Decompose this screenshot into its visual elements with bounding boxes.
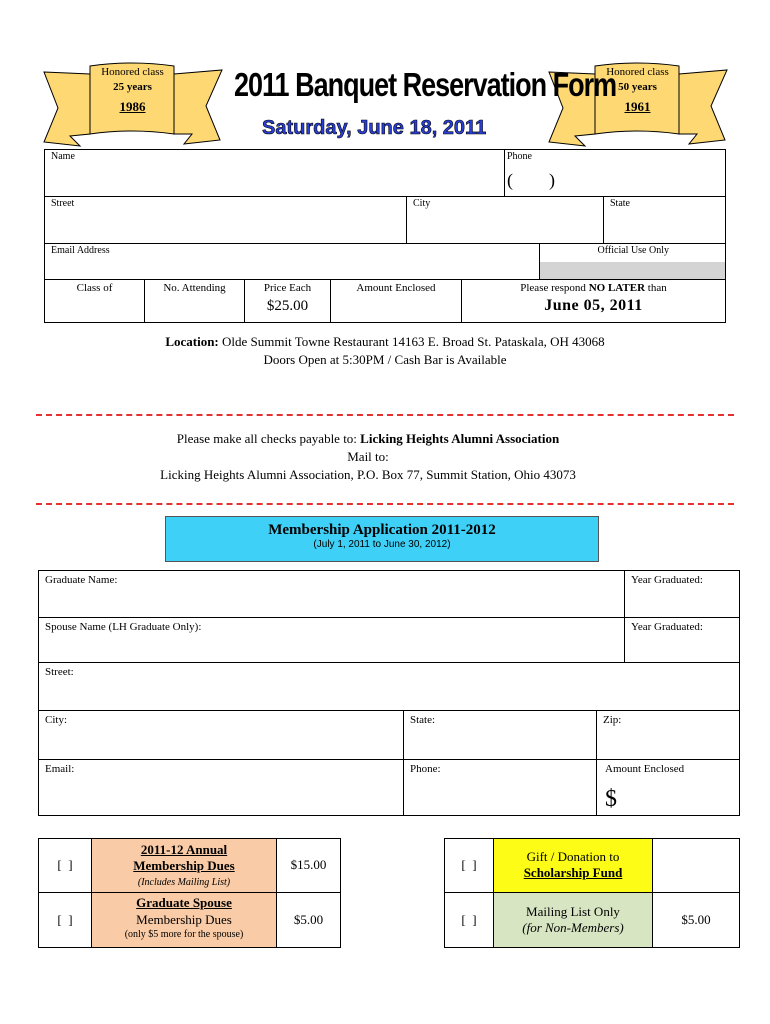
annual-dues-price-cell bbox=[276, 838, 341, 893]
amount-enclosed-label: Amount Enclosed bbox=[356, 282, 436, 294]
member-state-label: State: bbox=[410, 714, 436, 726]
right-scroll-line1: Honored class bbox=[606, 66, 669, 78]
class-of-field[interactable] bbox=[44, 279, 145, 323]
left-scroll-line1: Honored class bbox=[101, 66, 164, 78]
mailing-list-checkbox[interactable] bbox=[444, 892, 494, 948]
amount-enclosed-field[interactable] bbox=[330, 279, 462, 323]
mailing-list-price-cell bbox=[652, 892, 740, 948]
member-city-label: City: bbox=[45, 714, 68, 726]
mailing-list-line2: (for Non-Members) bbox=[522, 920, 624, 935]
member-zip-field[interactable] bbox=[596, 710, 740, 760]
checks-payee: Licking Heights Alumni Association bbox=[360, 431, 560, 446]
checks-prefix: Please make all checks payable to: bbox=[176, 431, 361, 446]
email-field[interactable] bbox=[44, 243, 540, 280]
location-text: Olde Summit Towne Restaurant 14163 E. Broad St. Pataskala, OH 43068 bbox=[222, 334, 605, 349]
annual-dues-desc bbox=[91, 838, 277, 893]
price-each-value: $25.00 bbox=[266, 298, 309, 314]
membership-subtitle: (July 1, 2011 to June 30, 2012) bbox=[313, 539, 451, 550]
checks-payable-line bbox=[0, 431, 736, 447]
class-of-label: Class of bbox=[76, 282, 113, 294]
respond-bold: NO LATER bbox=[588, 282, 646, 294]
respond-by-label bbox=[462, 282, 725, 294]
member-state-field[interactable] bbox=[403, 710, 597, 760]
dashed-divider-bottom bbox=[36, 503, 734, 505]
official-use-field bbox=[539, 243, 726, 280]
gift-line2: Scholarship Fund bbox=[523, 865, 623, 880]
name-label: Name bbox=[51, 151, 75, 162]
left-scroll-line2: 25 years bbox=[113, 81, 152, 93]
member-amount-label: Amount Enclosed bbox=[605, 763, 685, 775]
annual-dues-bracket: [ ] bbox=[57, 857, 73, 872]
member-street-label: Street: bbox=[45, 666, 74, 678]
official-use-label: Official Use Only bbox=[597, 245, 669, 256]
city-label: City bbox=[413, 198, 431, 209]
dollar-sign: $ bbox=[605, 786, 617, 812]
state-label: State bbox=[610, 198, 630, 209]
spouse-year-graduated-label: Year Graduated: bbox=[631, 621, 703, 633]
phone-parens: ( ) bbox=[507, 170, 555, 190]
member-phone-field[interactable] bbox=[403, 759, 597, 816]
graduate-name-field[interactable] bbox=[38, 570, 625, 618]
spouse-dues-price: $5.00 bbox=[293, 912, 324, 927]
gift-bracket: [ ] bbox=[461, 857, 477, 872]
page-title: 2011 Banquet Reservation Form bbox=[234, 66, 617, 104]
state-field[interactable] bbox=[603, 196, 726, 244]
city-field[interactable] bbox=[406, 196, 604, 244]
spouse-dues-note: (only $5 more for the spouse) bbox=[124, 929, 244, 940]
spouse-dues-checkbox[interactable] bbox=[38, 892, 92, 948]
member-phone-label: Phone: bbox=[410, 763, 441, 775]
spouse-dues-price-cell bbox=[276, 892, 341, 948]
gift-amount-cell[interactable] bbox=[652, 838, 740, 893]
dashed-divider-top bbox=[36, 414, 734, 416]
price-each-field bbox=[244, 279, 331, 323]
price-each-label: Price Each bbox=[263, 282, 312, 294]
street-label: Street bbox=[51, 198, 75, 209]
gift-line1: Gift / Donation to bbox=[526, 849, 620, 864]
respond-prefix: Please respond bbox=[520, 282, 589, 294]
respond-suffix: than bbox=[645, 282, 667, 294]
name-field[interactable] bbox=[44, 149, 505, 197]
annual-dues-price: $15.00 bbox=[290, 857, 327, 872]
membership-title: Membership Application 2011-2012 bbox=[268, 522, 496, 538]
year-graduated-field[interactable] bbox=[624, 570, 740, 618]
no-attending-field[interactable] bbox=[144, 279, 245, 323]
mailing-list-line1: Mailing List Only bbox=[526, 904, 620, 919]
spouse-dues-title: Graduate Spouse bbox=[136, 895, 232, 910]
right-scroll-line2: 50 years bbox=[618, 81, 657, 93]
spouse-dues-sub: Membership Dues bbox=[136, 912, 232, 927]
location-line bbox=[0, 334, 770, 350]
spouse-name-field[interactable] bbox=[38, 617, 625, 663]
member-city-field[interactable] bbox=[38, 710, 404, 760]
mail-address: Licking Heights Alumni Association, P.O. Box 77, Summit Station, Ohio 43073 bbox=[160, 467, 576, 482]
spouse-dues-bracket: [ ] bbox=[57, 912, 73, 927]
left-scroll-year: 1986 bbox=[119, 99, 146, 114]
mail-to-label: Mail to: bbox=[347, 449, 389, 464]
spouse-name-label: Spouse Name (LH Graduate Only): bbox=[45, 621, 202, 633]
respond-by-field bbox=[461, 279, 726, 323]
event-date: Saturday, June 18, 2011 bbox=[262, 117, 487, 139]
mailing-list-bracket: [ ] bbox=[461, 912, 477, 927]
phone-field[interactable] bbox=[504, 149, 726, 197]
spouse-dues-desc bbox=[91, 892, 277, 948]
year-graduated-label: Year Graduated: bbox=[631, 574, 703, 586]
location-label: Location: bbox=[165, 334, 219, 349]
member-email-field[interactable] bbox=[38, 759, 404, 816]
annual-dues-title: 2011-12 Annual Membership Dues bbox=[133, 842, 235, 873]
official-use-shade bbox=[540, 262, 725, 279]
doors-open-line: Doors Open at 5:30PM / Cash Bar is Available bbox=[263, 352, 507, 367]
phone-label: Phone bbox=[507, 151, 532, 162]
mailing-list-desc bbox=[493, 892, 653, 948]
email-label: Email Address bbox=[51, 245, 110, 256]
member-street-field[interactable] bbox=[38, 662, 740, 711]
left-scroll-text bbox=[90, 65, 175, 114]
mailing-list-price: $5.00 bbox=[681, 912, 711, 927]
member-email-label: Email: bbox=[45, 763, 75, 775]
annual-dues-note: (Includes Mailing List) bbox=[137, 877, 231, 888]
gift-desc bbox=[493, 838, 653, 893]
annual-dues-checkbox[interactable] bbox=[38, 838, 92, 893]
member-amount-field[interactable] bbox=[596, 759, 740, 816]
respond-by-date: June 05, 2011 bbox=[544, 297, 643, 314]
right-scroll-year: 1961 bbox=[624, 99, 651, 114]
no-attending-label: No. Attending bbox=[163, 282, 226, 294]
member-zip-label: Zip: bbox=[603, 714, 622, 726]
gift-checkbox[interactable] bbox=[444, 838, 494, 893]
spouse-year-graduated-field[interactable] bbox=[624, 617, 740, 663]
street-field[interactable] bbox=[44, 196, 407, 244]
graduate-name-label: Graduate Name: bbox=[45, 574, 118, 586]
membership-header bbox=[165, 516, 599, 562]
